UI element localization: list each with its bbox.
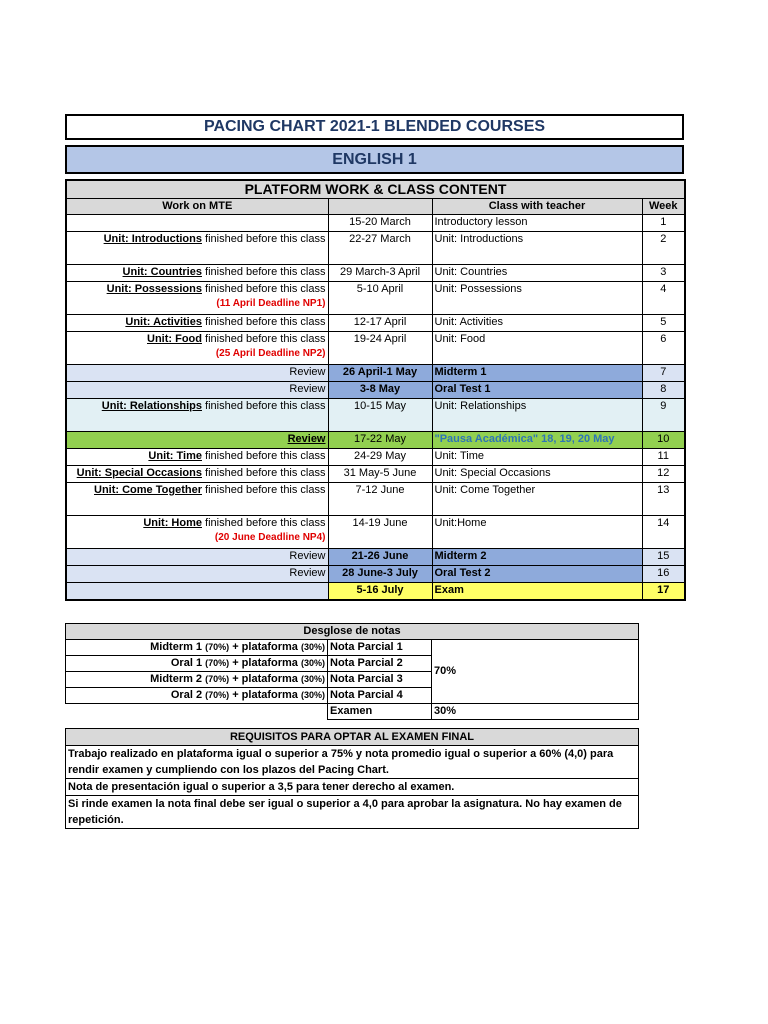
class-cell: Unit: Countries [432,265,642,282]
table-row [66,449,685,466]
grade-partial: Nota Parcial 2 [328,656,432,672]
unit-link: Unit: Introductions [103,233,202,245]
grade-pct-70: (70%) [205,642,230,652]
section-title: PLATFORM WORK & CLASS CONTENT [66,180,685,199]
unit-link: Unit: Special Occasions [76,467,202,479]
work-cell [66,232,328,265]
unit-link: Unit: Possessions [106,283,202,295]
work-cell [66,549,328,566]
class-cell: Oral Test 1 [432,382,642,399]
date-cell: 14-19 June [328,516,432,549]
table-row [66,382,685,399]
grade-plus: + plataforma [232,673,298,685]
date-cell: 3-8 May [328,382,432,399]
table-row [66,332,685,365]
unit-link: Unit: Activities [125,316,202,328]
week-cell: 15 [642,549,685,566]
grade-partial: Nota Parcial 4 [328,688,432,704]
week-cell: 16 [642,566,685,583]
unit-link: Unit: Come Together [94,484,202,496]
work-cell [66,566,328,583]
work-cell [66,265,328,282]
col-header-work: Work on MTE [66,199,328,215]
grade-pct-30: (30%) [300,642,325,652]
date-cell: 24-29 May [328,449,432,466]
date-cell: 22-27 March [328,232,432,265]
date-cell: 28 June-3 July [328,566,432,583]
requirements-title: REQUISITOS PARA OPTAR AL EXAMEN FINAL [66,729,639,746]
work-text: Review [287,433,326,445]
deadline-note: (11 April Deadline NP1) [216,298,326,309]
work-text: Review [289,550,326,562]
unit-link: Unit: Relationships [101,400,202,412]
week-cell: 1 [642,215,685,232]
work-text: finished before this class [201,266,326,278]
class-cell: "Pausa Académica" 18, 19, 20 May [432,432,642,449]
week-cell: 4 [642,282,685,315]
date-cell: 21-26 June [328,549,432,566]
week-cell: 13 [642,483,685,516]
grade-item: Midterm 1 [150,641,203,653]
table-header-row [66,199,685,215]
requirement-row [66,746,639,779]
date-cell: 19-24 April [328,332,432,365]
grades-exam-row [66,704,639,720]
class-cell: Unit: Time [432,449,642,466]
work-text: Review [289,383,326,395]
week-cell: 6 [642,332,685,365]
grade-component [66,672,328,688]
grade-item: Oral 1 [170,657,203,669]
requirement-text: Trabajo realizado en plataforma igual o superior a 75% y nota promedio igual o superior a 60% (4,0) para rendir examen y cumpliendo con los plazos del Pacing Chart. [66,746,639,779]
week-cell: 2 [642,232,685,265]
week-cell: 10 [642,432,685,449]
work-cell [66,583,328,600]
work-cell [66,382,328,399]
class-cell: Unit: Activities [432,315,642,332]
grade-plus: + plataforma [232,657,298,669]
work-cell [66,332,328,365]
grade-component [66,688,328,704]
requirements-table [65,728,639,829]
page-title: PACING CHART 2021-1 BLENDED COURSES [65,114,684,140]
class-cell: Midterm 2 [432,549,642,566]
grade-pct-70: (70%) [205,690,230,700]
date-cell: 5-10 April [328,282,432,315]
date-cell: 7-12 June [328,483,432,516]
grade-pct-70: (70%) [205,674,230,684]
grades-table [65,623,639,720]
grade-pct-30: (30%) [300,674,325,684]
week-cell: 17 [642,583,685,600]
work-cell [66,483,328,516]
date-cell: 10-15 May [328,399,432,432]
week-cell: 3 [642,265,685,282]
week-cell: 11 [642,449,685,466]
table-row [66,516,685,549]
class-cell: Unit: Food [432,332,642,365]
work-cell [66,315,328,332]
exam-label: Examen [328,704,432,720]
date-cell: 12-17 April [328,315,432,332]
date-cell: 15-20 March [328,215,432,232]
week-cell: 8 [642,382,685,399]
date-cell: 5-16 July [328,583,432,600]
col-header-date [328,199,432,215]
requirement-row [66,796,639,829]
class-cell: Unit: Special Occasions [432,466,642,483]
date-cell: 31 May-5 June [328,466,432,483]
table-row [66,466,685,483]
table-row [66,365,685,382]
work-text: finished before this class [201,283,326,295]
work-text: finished before this class [201,467,326,479]
grades-row [66,640,639,656]
grade-partial: Nota Parcial 1 [328,640,432,656]
class-cell: Midterm 1 [432,365,642,382]
class-cell: Unit:Home [432,516,642,549]
work-cell [66,466,328,483]
requirement-row [66,779,639,796]
unit-link: Unit: Time [148,450,202,462]
week-cell: 12 [642,466,685,483]
work-text: finished before this class [201,450,326,462]
deadline-note: (25 April Deadline NP2) [215,348,326,359]
grade-component [66,640,328,656]
grade-item: Midterm 2 [150,673,203,685]
table-row [66,315,685,332]
date-cell: 29 March-3 April [328,265,432,282]
work-text: finished before this class [201,400,326,412]
table-row [66,583,685,600]
work-text: Review [289,366,326,378]
table-row [66,432,685,449]
partial-weight: 70% [432,640,639,704]
grade-plus: + plataforma [232,689,298,701]
week-cell: 9 [642,399,685,432]
col-header-week: Week [642,199,685,215]
week-cell: 7 [642,365,685,382]
table-row [66,215,685,232]
work-text: finished before this class [201,233,326,245]
grade-plus: + plataforma [232,641,298,653]
unit-link: Unit: Countries [122,266,202,278]
requirement-text: Nota de presentación igual o superior a 3,5 para tener derecho al examen. [66,779,639,796]
work-cell [66,365,328,382]
unit-link: Unit: Home [143,517,202,529]
grade-pct-30: (30%) [300,658,325,668]
work-text: finished before this class [201,517,326,529]
class-cell: Oral Test 2 [432,566,642,583]
class-cell: Unit: Possessions [432,282,642,315]
col-header-class: Class with teacher [432,199,642,215]
table-row [66,566,685,583]
pacing-table [65,179,686,601]
unit-link: Unit: Food [147,333,202,345]
class-cell: Unit: Relationships [432,399,642,432]
work-text: finished before this class [201,484,326,496]
date-cell: 26 April-1 May [328,365,432,382]
work-cell [66,432,328,449]
work-text: finished before this class [201,316,326,328]
work-cell [66,215,328,232]
requirement-text: Si rinde examen la nota final debe ser igual o superior a 4,0 para aprobar la asignatura. No hay examen de repetición. [66,796,639,829]
grade-pct-30: (30%) [300,690,325,700]
grade-component [66,656,328,672]
work-cell [66,282,328,315]
work-cell [66,399,328,432]
class-cell: Introductory lesson [432,215,642,232]
table-row [66,399,685,432]
grade-partial: Nota Parcial 3 [328,672,432,688]
table-row [66,265,685,282]
grade-empty-cell [66,704,328,720]
work-cell [66,449,328,466]
course-title: ENGLISH 1 [65,145,684,174]
date-cell: 17-22 May [328,432,432,449]
grades-title: Desglose de notas [66,624,639,640]
grade-item: Oral 2 [170,689,203,701]
week-cell: 14 [642,516,685,549]
table-row [66,483,685,516]
deadline-note: (20 June Deadline NP4) [214,532,326,543]
class-cell: Unit: Introductions [432,232,642,265]
class-cell: Unit: Come Together [432,483,642,516]
table-row [66,232,685,265]
table-row [66,282,685,315]
week-cell: 5 [642,315,685,332]
table-row [66,549,685,566]
work-cell [66,516,328,549]
work-text: finished before this class [201,333,326,345]
grade-pct-70: (70%) [205,658,230,668]
work-text: Review [289,567,326,579]
exam-weight: 30% [432,704,639,720]
class-cell: Exam [432,583,642,600]
